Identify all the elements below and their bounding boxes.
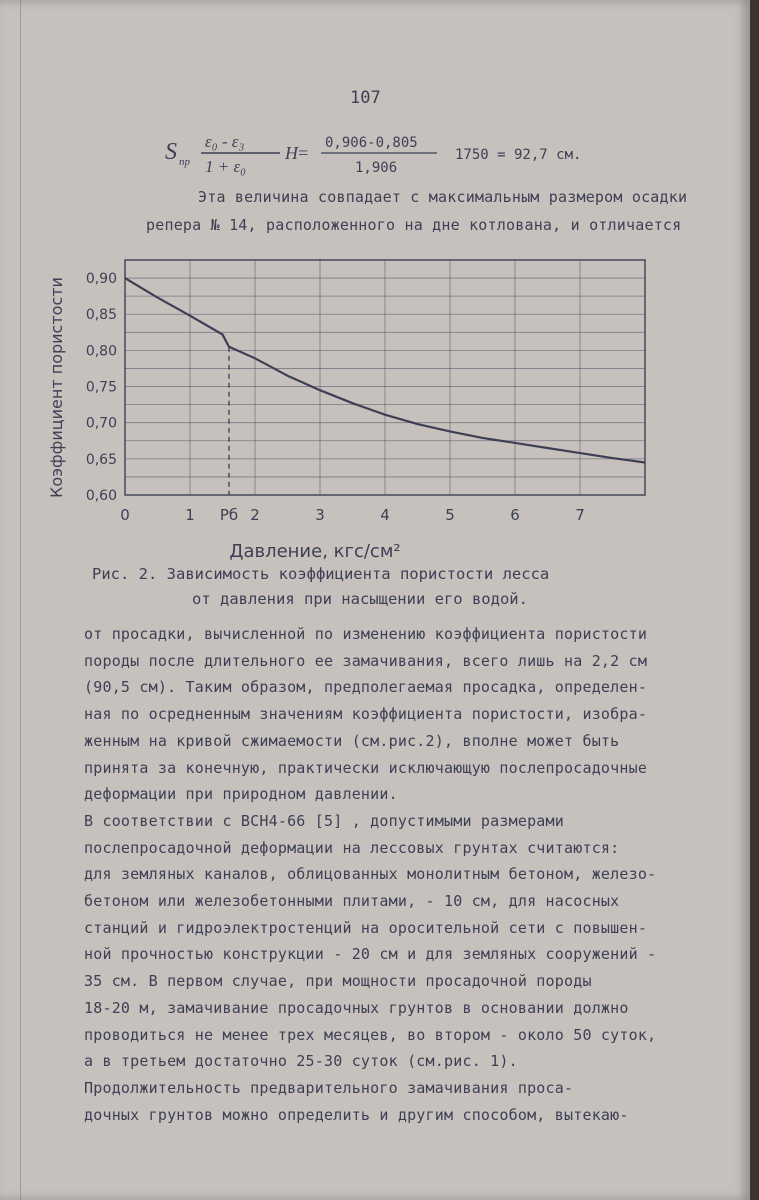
- text-line: Продолжительность предварительного замачивания проса-: [84, 1078, 574, 1097]
- text-line: ная по осредненным значениям коэффициента пористости, изобра-: [84, 705, 648, 724]
- formula-tail: 1750 = 92,7 см.: [455, 147, 582, 163]
- formula-numerator: ε₀ - ε₃: [205, 132, 245, 151]
- text-line: станций и гидроэлектростенций на оросительной сети с повышен-: [84, 918, 648, 937]
- text-line: бетоном или железобетонными плитами, - 10 см, для насосных: [84, 892, 620, 910]
- formula-num-value: 0,906-0,805: [325, 135, 418, 151]
- y-tick-label: 0,65: [85, 451, 117, 468]
- y-tick-label: 0,80: [85, 343, 117, 360]
- text-line: Эта величина совпадает с максимальным размером осадки: [198, 188, 688, 206]
- y-tick-label: 0,70: [85, 415, 117, 432]
- x-tick-label: 0: [120, 506, 130, 524]
- x-tick-label: 6: [510, 506, 520, 524]
- x-tick-label: 5: [445, 506, 455, 524]
- text-line: для земляных каналов, облицованных монолитным бетоном, железо-: [84, 865, 657, 884]
- x-axis-label: Давление, кгс/см²: [229, 541, 401, 562]
- text-line: женным на кривой сжимаемости (см.рис.2), вполне может быть: [84, 731, 620, 750]
- formula: [165, 125, 635, 175]
- figure-caption: Рис. 2. Зависимость коэффициента пористости лесса: [92, 565, 550, 583]
- text-line: ной прочностью конструкции - 20 см и для земляных сооружений -: [84, 945, 657, 964]
- text-line: породы после длительного ее замачивания, всего лишь на 2,2 см: [84, 651, 648, 670]
- y-tick-label: 0,75: [85, 379, 117, 396]
- text-line: дочных грунтов можно определить и другим способом, вытекаю-: [84, 1105, 629, 1124]
- y-tick-label: 0,60: [85, 488, 117, 504]
- y-tick-label: 0,90: [85, 271, 117, 288]
- x-tick-label: 4: [380, 506, 390, 524]
- svg-text:=: =: [297, 143, 310, 163]
- page-number: 107: [350, 88, 381, 108]
- x-tick-label: 1: [185, 506, 195, 524]
- x-tick-label: 3: [315, 506, 325, 524]
- text-line: послепросадочной деформации на лессовых грунтах считаются:: [84, 838, 620, 857]
- porosity-chart: [40, 250, 680, 570]
- x-tick-label: 2: [250, 506, 260, 524]
- text-line: В соответствии с ВСН4-66 [5] , допустимыми размерами: [84, 811, 564, 830]
- formula-lhs-sub: пр: [179, 156, 190, 168]
- figure-caption-line-2: от давления при насыщении его водой.: [192, 590, 528, 608]
- text-line: а в третьем достаточно 25-30 суток (см.рис. 1).: [84, 1052, 518, 1071]
- formula-factor: H: [285, 143, 298, 163]
- chart-svg: [40, 250, 680, 570]
- formula-lhs: S: [165, 139, 177, 165]
- text-line: проводиться не менее трех месяцев, во втором - около 50 суток,: [84, 1025, 657, 1044]
- text-line: репера № 14, расположенного на дне котлована, и отличается: [146, 216, 682, 234]
- text-line: (90,5 см). Таким образом, предполегаемая просадка, определен-: [84, 678, 648, 697]
- text-line: 18-20 м, замачивание просадочных грунтов в основании должно: [84, 998, 629, 1017]
- formula-denominator: 1 + ε₀: [205, 157, 247, 176]
- text-line: 35 см. В первом случае, при мощности просадочной породы: [84, 972, 592, 991]
- text-line: деформации при природном давлении.: [84, 785, 398, 804]
- x-tick-label: 7: [575, 506, 585, 524]
- text-line: принята за конечную, практически исключающую послепросадочные: [84, 758, 648, 777]
- formula-den-value: 1,906: [355, 160, 398, 176]
- y-axis-label: Коэффициент пористости: [47, 277, 66, 498]
- y-tick-label: 0,85: [85, 307, 117, 324]
- x-tick-label: Рб: [219, 506, 239, 524]
- text-line: от просадки, вычисленной по изменению коэффициента пористости: [84, 625, 648, 643]
